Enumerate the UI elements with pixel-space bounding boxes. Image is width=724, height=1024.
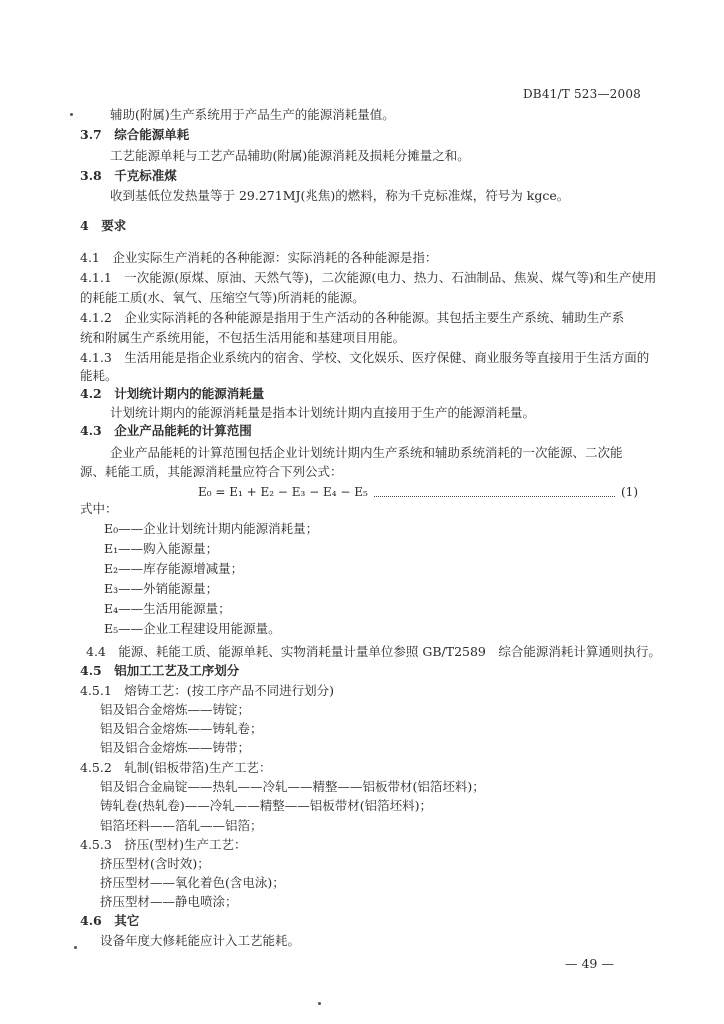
section-heading-4-5-3: 4.5.3 挤压(型材)生产工艺： — [80, 837, 247, 852]
text-line: 统和附属生产系统用能，不包括生活用能和基建项目用能。 — [80, 330, 406, 345]
section-heading-4: 4 要求 — [80, 218, 127, 233]
text-line: 收到基低位发热量等于 29.271MJ(兆焦)的燃料，称为千克标准煤，符号为 kgce。 — [110, 188, 570, 203]
section-heading-4-3: 4.3 企业产品能耗的计算范围 — [80, 423, 252, 438]
process-line: 铝及铝合金熔炼——铸带； — [100, 740, 251, 755]
section-heading-4-4: 4.4 能源、耗能工质、能源单耗、实物消耗量计量单位参照 GB/T2589 综合能源消耗计算通则执行。 — [86, 644, 661, 659]
scan-speck — [74, 946, 77, 949]
text-line: 4.1.3 生活用能是指企业系统内的宿舍、学校、文化娱乐、医疗保健、商业服务等直接用于生活方面的 — [80, 350, 650, 365]
variable-definition: E₁——购入能源量； — [104, 541, 219, 556]
standard-code: DB41/T 523—2008 — [522, 87, 641, 101]
process-line: 铝箔坯料——箔轧——铝箔； — [100, 818, 263, 833]
variable-definition: E₀——企业计划统计期内能源消耗量； — [104, 521, 319, 536]
text-line: 能耗。 — [80, 368, 118, 383]
energy-formula — [198, 484, 638, 500]
section-heading-4-5-1: 4.5.1 熔铸工艺：(按工序产品不同进行划分) — [80, 683, 335, 698]
variable-definition: E₄——生活用能源量； — [104, 601, 231, 616]
text-line: 4.1.2 企业实际消耗的各种能源是指用于生产活动的各种能源。其包括主要生产系统、辅助生产系 — [80, 310, 625, 325]
dotted-leader — [374, 487, 615, 497]
variable-definition: E₃——外销能源量； — [104, 581, 219, 596]
scan-speck — [318, 1002, 321, 1005]
text-line: 工艺能源单耗与工艺产品辅助(附属)能源消耗及损耗分摊量之和。 — [110, 148, 470, 163]
text-line: 式中： — [80, 501, 118, 516]
process-line: 铝及铝合金扁锭——热轧——冷轧——精整——铝板带材(铝箔坯料)； — [100, 779, 485, 794]
section-heading-3-7: 3.7 综合能源单耗 — [80, 127, 190, 142]
text-line: 计划统计期内的能源消耗量是指本计划统计期内直接用于生产的能源消耗量。 — [110, 405, 536, 420]
formula-number: (1) — [621, 485, 638, 499]
text-line: 的耗能工质(水、氧气、压缩空气等)所消耗的能源。 — [80, 290, 365, 305]
text-line: 设备年度大修耗能应计入工艺能耗。 — [100, 933, 301, 948]
process-line: 挤压型材(含时效)； — [100, 856, 210, 871]
section-heading-4-6: 4.6 其它 — [80, 913, 140, 928]
text-line: 辅助(附属)生产系统用于产品生产的能源消耗量值。 — [110, 107, 395, 122]
process-line: 铝及铝合金熔炼——铸轧卷； — [100, 721, 263, 736]
page-number: — 49 — — [565, 956, 614, 971]
text-line: 4.1.1 一次能源(原煤、原油、天然气等)，二次能源(电力、热力、石油制品、焦炭、煤气等)和生产使用 — [80, 270, 657, 285]
section-heading-3-8: 3.8 千克标准煤 — [80, 168, 177, 183]
formula-expression: E₀ = E₁ + E₂ − E₃ − E₄ − E₅ — [198, 485, 368, 499]
variable-definition: E₅——企业工程建设用能源量。 — [104, 621, 281, 636]
text-line: 源、耗能工质，其能源消耗量应符合下列公式： — [80, 464, 343, 479]
scan-speck — [70, 113, 73, 116]
section-heading-4-2: 4.2 计划统计期内的能源消耗量 — [80, 386, 265, 401]
variable-definition: E₂——库存能源增减量； — [104, 561, 244, 576]
section-heading-4-5-2: 4.5.2 轧制(铝板带箔)生产工艺： — [80, 760, 272, 775]
section-heading-4-5: 4.5 铝加工工艺及工序划分 — [80, 663, 240, 678]
process-line: 挤压型材——静电喷涂； — [100, 894, 238, 909]
process-line: 铝及铝合金熔炼——铸锭； — [100, 702, 251, 717]
process-line: 铸轧卷(热轧卷)——冷轧——精整——铝板带材(铝箔坯料)； — [100, 798, 433, 813]
text-line: 企业产品能耗的计算范围包括企业计划统计期内生产系统和辅助系统消耗的一次能源、二次能 — [110, 445, 623, 460]
process-line: 挤压型材——氧化着色(含电泳)； — [100, 875, 285, 890]
text-line: 4.1 企业实际生产消耗的各种能源：实际消耗的各种能源是指： — [80, 250, 438, 265]
